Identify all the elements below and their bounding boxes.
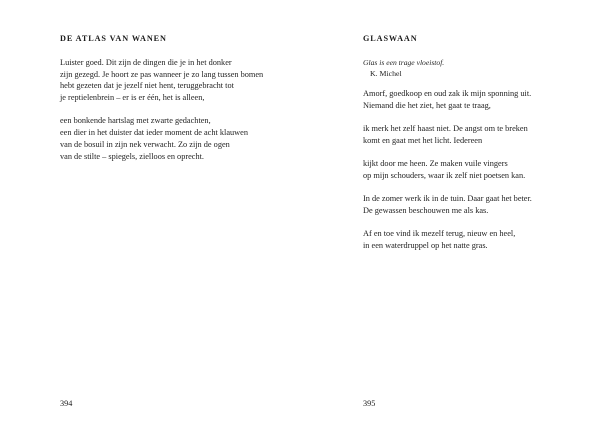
poem-line: ik merk het zelf haast niet. De angst om te breken <box>363 124 528 134</box>
stanza <box>60 57 263 104</box>
poem-line: in een waterdruppel op het natte gras. <box>363 240 488 250</box>
poem-line: op mijn schouders, waar ik zelf niet poetsen kan. <box>363 170 526 180</box>
poem-body <box>60 57 263 162</box>
poem-line: hebt gezeten dat je jezelf niet hent, teruggebracht tot <box>60 81 234 91</box>
poem-line: komt en gaat met het licht. Iedereen <box>363 135 483 145</box>
stanza-break <box>60 104 263 116</box>
poem-line: Amorf, goedkoop en oud zak ik mijn sponning uit. <box>363 89 532 98</box>
epigraph-author: K. Michel <box>370 69 402 78</box>
poem-line: kijkt door me heen. Ze maken vuile vingers <box>363 159 508 169</box>
stanza <box>363 88 532 111</box>
stanza-break <box>363 111 532 123</box>
page-number: 394 <box>60 399 73 408</box>
stanza <box>363 123 532 146</box>
stanza-break <box>363 79 532 88</box>
poem-line: Af en toe vind ik mezelf terug, nieuw en heel, <box>363 229 516 239</box>
stanza <box>363 228 532 251</box>
stanza <box>60 115 263 162</box>
right-page <box>300 0 600 432</box>
poem-line: In de zomer werk ik in de tuin. Daar gaat het beter. <box>363 194 532 204</box>
page-number: 395 <box>363 399 376 408</box>
stanza <box>363 158 532 181</box>
stanza-break <box>363 217 532 229</box>
poem-line: je reptielenbrein – er is er één, het is alleen, <box>60 93 205 103</box>
poem-title: GLASWAAN <box>363 34 418 43</box>
poem-line: zijn gezegd. Je hoort ze pas wanneer je zo lang tussen bomen <box>60 69 264 79</box>
poem-line: De gewassen beschouwen me als kas. <box>363 205 489 215</box>
poem-title: DE ATLAS VAN WANEN <box>60 34 167 43</box>
poem-line: van de bosuil in zijn nek verwacht. Zo zijn de ogen <box>60 139 230 149</box>
stanza-break <box>363 146 532 158</box>
stanza-break <box>363 182 532 194</box>
epigraph: Glas is een trage vloeistof. <box>363 58 445 67</box>
poem-line: Luister goed. Dit zijn de dingen die je in het donker <box>60 58 232 67</box>
poem-line: een bonkende hartslag met zwarte gedachten, <box>60 116 211 126</box>
poem-line: Niemand die het ziet, het gaat te traag, <box>363 100 491 110</box>
poem-body <box>363 57 532 252</box>
poem-line: een dier in het duister dat ieder moment de acht klauwen <box>60 128 248 138</box>
poem-line: van de stilte – spiegels, zielloos en oprecht. <box>60 151 205 161</box>
stanza <box>363 193 532 216</box>
